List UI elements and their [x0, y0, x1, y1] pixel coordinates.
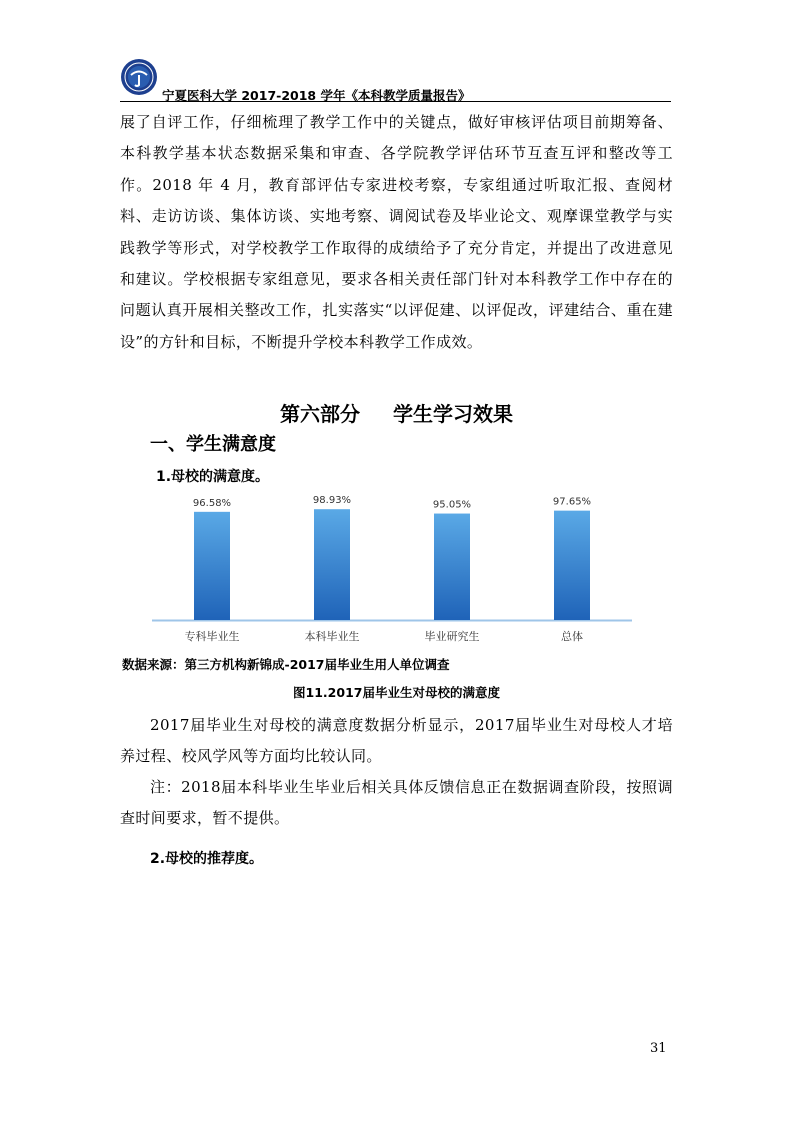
item1-heading: 1.母校的满意度。: [156, 469, 270, 485]
category-label-1: 本科毕业生: [304, 630, 360, 643]
header-title: 宁夏医科大学 2017-2018 学年《本科教学质量报告》: [162, 88, 471, 103]
analysis-paragraph: 2017届毕业生对母校的满意度数据分析显示，2017届毕业生对母校人才培养过程、校风学风等方面均比较认同。: [120, 716, 673, 766]
category-label-2: 毕业研究生: [424, 630, 480, 643]
header-rule: [120, 101, 671, 102]
data-label-2: 95.05%: [432, 499, 472, 511]
satisfaction-chart: [152, 484, 632, 644]
bar-2: [434, 514, 470, 620]
data-label-0: 96.58%: [192, 497, 232, 509]
intro-paragraph: 展了自评工作，仔细梳理了教学工作中的关键点，做好审核评估项目前期筹备、本科教学基本状态数据采集和审查、各学院教学评估环节互查互评和整改等工作。2018 年 4 月，教育部评估专家进校考察，专家组通过听取汇报、查阅材料、走访访谈、集体访谈、实地考察、调阅试卷及毕业论文、观摩课堂教学与实践教学等形式，对学校教学工作取得的成绩给予了充分肯定，并提出了改进意见和建议。学校根据专家组意见，要求各相关责任部门针对本科教学工作中存在的问题认真开展相关整改工作，扎实落实“以评促建、以评促改，评建结合、重在建设”的方针和目标，不断提升学校本科教学工作成效。: [120, 113, 673, 351]
data-label-3: 97.65%: [552, 496, 592, 508]
source-note: 数据来源：第三方机构新锦成-2017届毕业生用人单位调查: [122, 657, 450, 672]
note-paragraph: 注：2018届本科毕业生毕业后相关具体反馈信息正在数据调查阶段，按照调查时间要求，暂不提供。: [120, 778, 673, 828]
category-label-3: 总体: [561, 630, 583, 643]
chart-svg: [152, 484, 632, 644]
bar-0: [194, 512, 230, 620]
figure-caption: 图11.2017届毕业生对母校的满意度: [293, 685, 500, 700]
section-title: 第六部分 学生学习效果: [280, 402, 513, 426]
university-logo: [120, 58, 158, 96]
category-label-0: 专科毕业生: [184, 630, 240, 643]
bar-1: [314, 509, 350, 620]
bar-3: [554, 511, 590, 620]
sub-heading: 一、学生满意度: [150, 434, 276, 455]
data-label-1: 98.93%: [312, 495, 352, 507]
page-number: 31: [650, 1041, 667, 1056]
item2-heading: 2.母校的推荐度。: [150, 851, 264, 867]
